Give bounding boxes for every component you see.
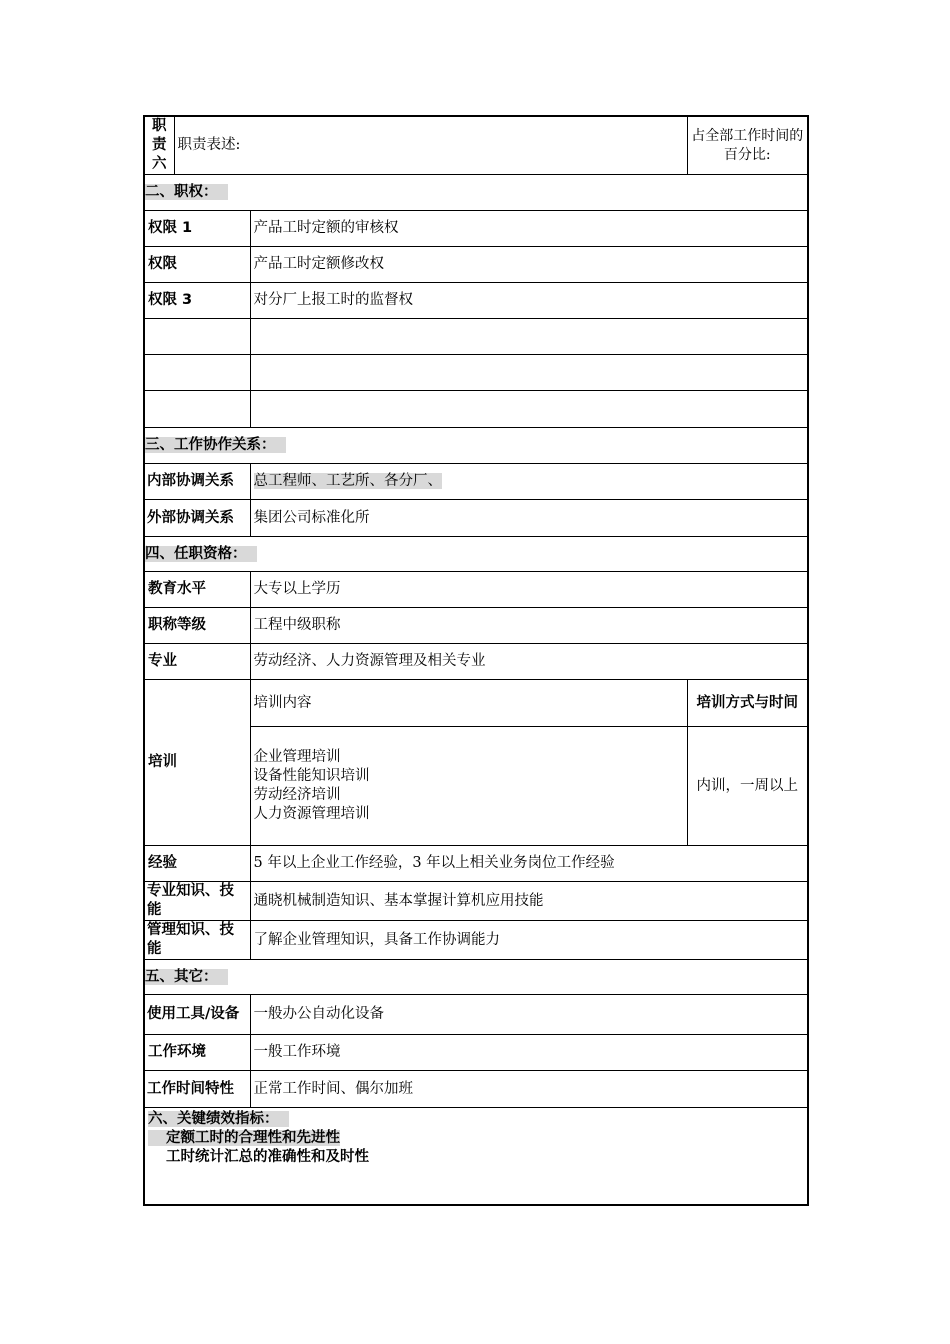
- training-item: 人力资源管理培训: [253, 806, 370, 822]
- qualification-section-row: [144, 537, 808, 572]
- environment-label: 工作环境: [144, 1035, 250, 1071]
- training-label: 培训: [144, 680, 250, 846]
- title-label: 职称等级: [144, 608, 250, 644]
- authority-row: [144, 211, 808, 247]
- duty6-desc-label: 职责表述:: [174, 116, 687, 175]
- duty6-row: [144, 116, 808, 175]
- external-coop-value: 集团公司标准化所: [250, 500, 808, 537]
- training-header-row: [144, 680, 808, 727]
- job-form-table: [143, 115, 809, 1206]
- training-item: 设备性能知识培训: [253, 768, 370, 784]
- training-item: 劳动经济培训: [253, 787, 341, 803]
- authority-label: 权限 1: [144, 211, 250, 247]
- empty-row: [144, 355, 808, 391]
- authority-label: 权限 3: [144, 283, 250, 319]
- work-time-value: 正常工作时间、偶尔加班: [250, 1071, 808, 1108]
- training-items-cell: [250, 727, 687, 846]
- qualification-heading: 四、任职资格：: [145, 546, 257, 562]
- internal-coop-row: [144, 464, 808, 500]
- training-item: 企业管理培训: [253, 749, 341, 765]
- tools-label: 使用工具/设备: [144, 995, 250, 1035]
- empty-cell: [144, 319, 250, 355]
- qualification-heading-cell: [144, 537, 808, 572]
- authority-row: [144, 247, 808, 283]
- work-time-row: [144, 1071, 808, 1108]
- title-row: [144, 608, 808, 644]
- kpi-heading: 六、关键绩效指标：: [148, 1111, 289, 1127]
- duty6-label: 职 责 六: [144, 116, 174, 175]
- cooperation-heading: 三、工作协作关系：: [145, 437, 286, 453]
- other-heading: 五、其它：: [145, 969, 228, 985]
- education-row: [144, 572, 808, 608]
- empty-cell: [250, 319, 808, 355]
- skills-value: 通晓机械制造知识、基本掌握计算机应用技能: [250, 882, 808, 921]
- external-coop-row: [144, 500, 808, 537]
- authority-heading: 二、职权：: [145, 184, 228, 200]
- external-coop-label: 外部协调关系: [144, 500, 250, 537]
- authority-value: 对分厂上报工时的监督权: [250, 283, 808, 319]
- education-value: 大专以上学历: [250, 572, 808, 608]
- experience-label: 经验: [144, 846, 250, 882]
- empty-cell: [250, 355, 808, 391]
- authority-value: 产品工时定额的审核权: [250, 211, 808, 247]
- title-value: 工程中级职称: [250, 608, 808, 644]
- internal-coop-label: 内部协调关系: [144, 464, 250, 500]
- empty-cell: [144, 355, 250, 391]
- training-method-header: 培训方式与时间: [687, 680, 808, 727]
- experience-row: [144, 846, 808, 882]
- mgmt-label: 管理知识、技能: [144, 921, 250, 960]
- training-method-value: 内训，一周以上: [687, 727, 808, 846]
- authority-label: 权限: [144, 247, 250, 283]
- skills-row: [144, 882, 808, 921]
- kpi-item: 工时统计汇总的准确性和及时性: [166, 1149, 369, 1165]
- cooperation-heading-cell: [144, 428, 808, 464]
- tools-row: [144, 995, 808, 1035]
- kpi-section-row: [144, 1108, 808, 1205]
- other-heading-cell: [144, 960, 808, 995]
- major-value: 劳动经济、人力资源管理及相关专业: [250, 644, 808, 680]
- empty-row: [144, 319, 808, 355]
- education-label: 教育水平: [144, 572, 250, 608]
- kpi-cell: [144, 1108, 808, 1205]
- major-row: [144, 644, 808, 680]
- tools-value: 一般办公自动化设备: [250, 995, 808, 1035]
- cooperation-section-row: [144, 428, 808, 464]
- job-description-form: [143, 115, 807, 1206]
- authority-value: 产品工时定额修改权: [250, 247, 808, 283]
- other-section-row: [144, 960, 808, 995]
- kpi-item: 定额工时的合理性和先进性: [148, 1130, 340, 1146]
- authority-heading-cell: [144, 175, 808, 211]
- empty-cell: [144, 391, 250, 428]
- empty-cell: [250, 391, 808, 428]
- empty-row: [144, 391, 808, 428]
- mgmt-row: [144, 921, 808, 960]
- major-label: 专业: [144, 644, 250, 680]
- internal-coop-value: 总工程师、工艺所、各分厂、: [253, 473, 442, 489]
- training-content-header: 培训内容: [250, 680, 687, 727]
- authority-row: [144, 283, 808, 319]
- mgmt-value: 了解企业管理知识，具备工作协调能力: [250, 921, 808, 960]
- duty6-percent-label: 占全部工作时间的百分比:: [687, 116, 808, 175]
- work-time-label: 工作时间特性: [144, 1071, 250, 1108]
- internal-coop-cell: [250, 464, 808, 500]
- experience-value: 5 年以上企业工作经验，3 年以上相关业务岗位工作经验: [250, 846, 808, 882]
- authority-section-row: [144, 175, 808, 211]
- environment-value: 一般工作环境: [250, 1035, 808, 1071]
- environment-row: [144, 1035, 808, 1071]
- skills-label: 专业知识、技能: [144, 882, 250, 921]
